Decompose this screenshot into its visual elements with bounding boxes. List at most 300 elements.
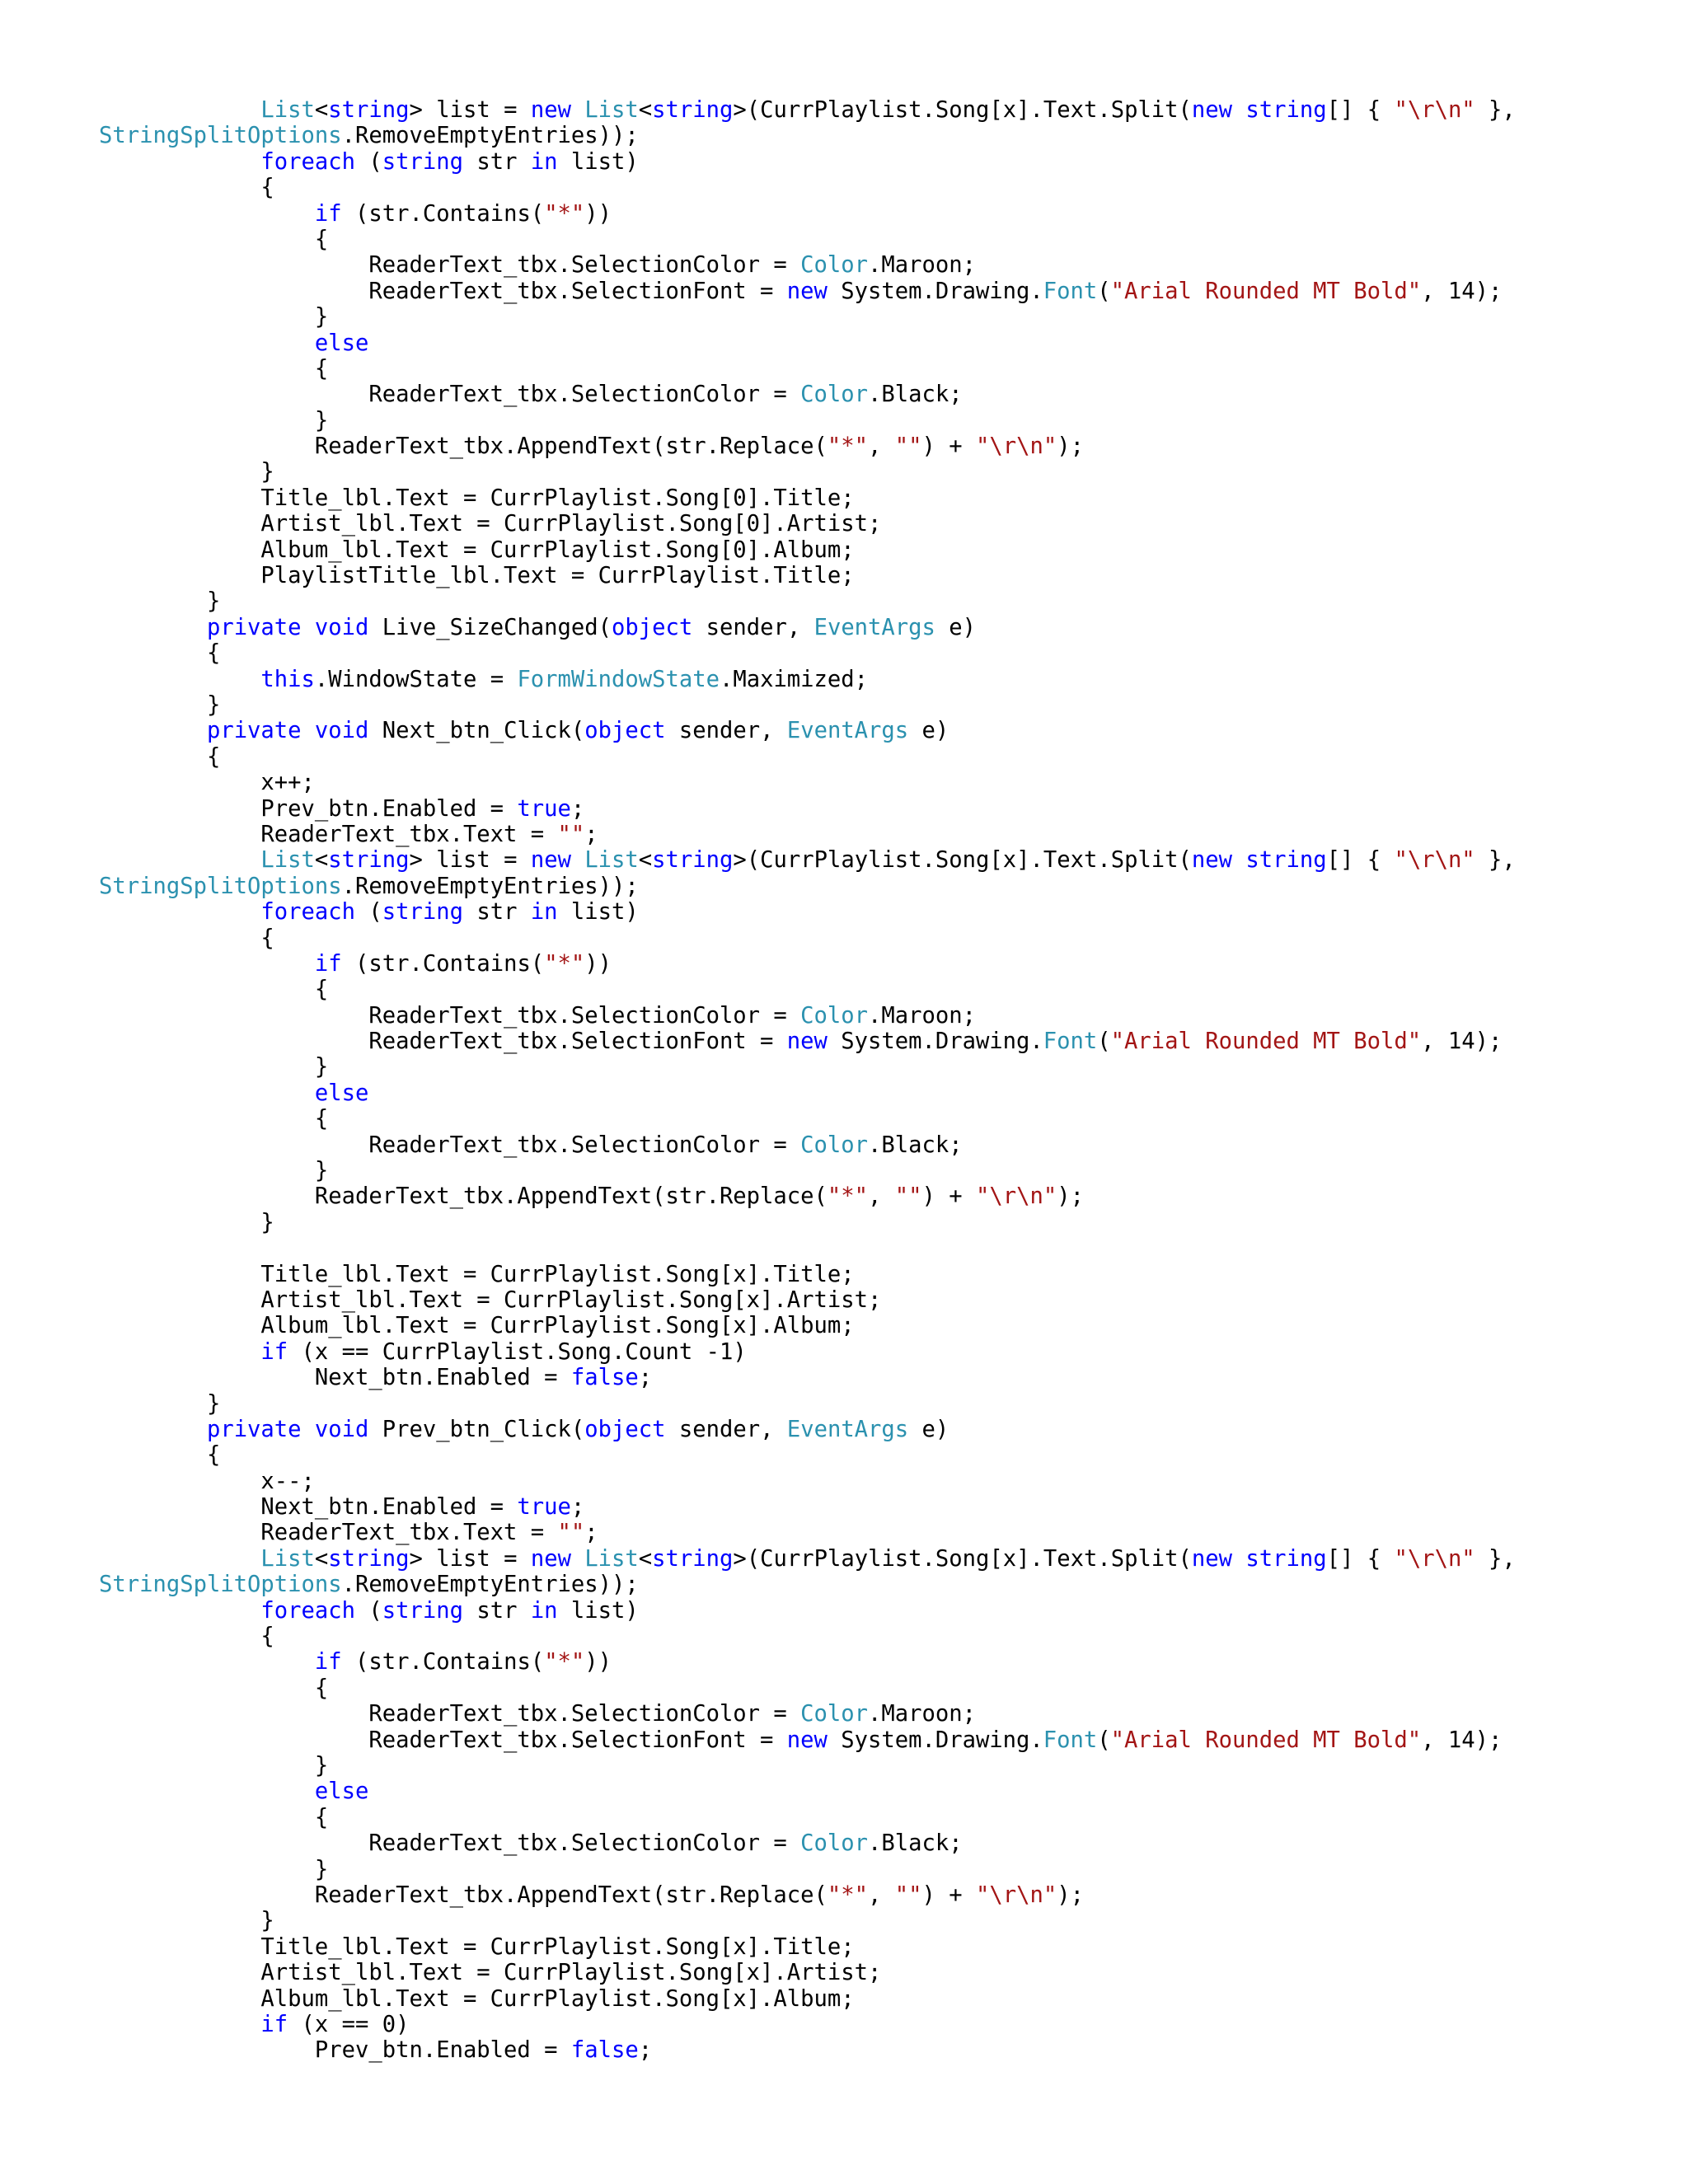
code-token: ( — [355, 899, 382, 926]
code-line — [99, 1029, 1516, 1054]
code-token: (x == 0) — [288, 2011, 410, 2037]
code-token: "*" — [544, 200, 585, 227]
code-line — [99, 899, 1516, 925]
code-token: ( — [1097, 1727, 1111, 1753]
code-token — [99, 97, 260, 123]
code-token: Font — [1043, 1727, 1098, 1753]
code-line — [99, 2037, 1516, 2063]
code-token: string — [1245, 847, 1327, 874]
code-token: .Black; — [868, 382, 963, 408]
code-token: ReaderText_tbx.SelectionColor = — [99, 1830, 801, 1857]
code-line — [99, 796, 1516, 822]
code-token: StringSplitOptions — [99, 1572, 342, 1598]
code-token: (str.Contains( — [341, 950, 545, 977]
code-line — [99, 822, 1516, 847]
code-token: EventArgs — [786, 1416, 909, 1442]
code-token: .Maximized; — [719, 666, 869, 692]
code-token: foreach — [260, 1597, 355, 1624]
code-token — [99, 330, 315, 356]
code-token: if — [260, 1338, 288, 1365]
code-line — [99, 1598, 1516, 1624]
code-token: "\r\n" — [1394, 1545, 1475, 1572]
code-line — [99, 1546, 1516, 1572]
code-token: string — [382, 1597, 463, 1624]
code-token — [571, 1546, 584, 1572]
code-line — [99, 1132, 1516, 1158]
code-token: ( — [355, 1597, 382, 1624]
code-token: < — [314, 1545, 329, 1572]
code-token — [99, 847, 260, 873]
code-token: [] { — [1326, 1545, 1395, 1572]
code-token: }, — [1475, 97, 1516, 123]
code-line — [99, 718, 1516, 743]
code-token: StringSplitOptions — [99, 873, 342, 899]
code-token: "\r\n" — [975, 434, 1057, 460]
code-token: .Black; — [868, 1830, 963, 1857]
code-token: void — [314, 614, 369, 640]
code-token: sender, — [665, 718, 787, 744]
code-token: string — [382, 899, 463, 926]
code-token: ReaderText_tbx.AppendText(str.Replace( — [99, 434, 828, 460]
code-token: list) — [557, 899, 639, 926]
code-token: string — [328, 847, 410, 874]
code-token: new — [530, 1545, 571, 1572]
code-line — [99, 1779, 1516, 1804]
code-token: > list = — [409, 847, 531, 874]
code-token: [] { — [1326, 847, 1395, 874]
code-token — [99, 1779, 315, 1804]
code-token — [99, 1598, 260, 1624]
code-token: x++; — [99, 770, 315, 796]
code-token: { — [99, 640, 221, 667]
code-token: if — [314, 200, 342, 227]
code-token: ; — [570, 795, 585, 822]
code-token: List — [260, 1545, 315, 1572]
code-token: string — [1245, 97, 1327, 123]
code-token: in — [530, 148, 558, 175]
code-token: } — [99, 588, 221, 615]
code-token: .RemoveEmptyEntries)); — [341, 873, 639, 899]
code-token — [99, 667, 260, 692]
code-token — [99, 1546, 260, 1572]
code-token: < — [638, 847, 653, 874]
code-token: } — [99, 691, 221, 718]
code-token — [99, 1649, 315, 1675]
code-token: , 14); — [1421, 278, 1503, 304]
code-line — [99, 692, 1516, 718]
code-token — [1232, 847, 1245, 873]
code-token: )) — [584, 950, 612, 977]
code-token: , — [868, 1882, 895, 1908]
code-line — [99, 874, 1516, 899]
code-token: ) + — [921, 434, 976, 460]
code-token: ); — [1057, 434, 1084, 460]
code-line — [99, 926, 1516, 951]
code-token: new — [1191, 1545, 1233, 1572]
code-token: PlaylistTitle_lbl.Text = CurrPlaylist.Title; — [99, 563, 855, 589]
code-line — [99, 1158, 1516, 1183]
code-line — [99, 459, 1516, 485]
code-token: else — [314, 330, 369, 356]
code-listing — [99, 97, 1516, 2064]
code-token — [302, 1417, 315, 1442]
code-token: < — [314, 97, 329, 123]
code-token: "\r\n" — [1394, 97, 1475, 123]
code-token: { — [99, 355, 329, 382]
code-token — [99, 951, 315, 977]
code-token — [99, 201, 315, 227]
code-token: , — [868, 1183, 895, 1210]
code-token: .Maroon; — [868, 1701, 976, 1727]
code-line — [99, 1494, 1516, 1520]
code-token: Prev_btn.Enabled = — [99, 2037, 571, 2064]
code-token: if — [314, 950, 342, 977]
code-token: foreach — [260, 899, 355, 926]
code-token: { — [99, 1675, 329, 1701]
code-token: "*" — [544, 950, 585, 977]
code-token: Next_btn.Enabled = — [99, 1494, 518, 1521]
code-token: )) — [584, 200, 612, 227]
code-token: in — [530, 899, 558, 926]
code-token: "*" — [544, 1649, 585, 1675]
code-line — [99, 175, 1516, 200]
code-token: } — [99, 407, 329, 434]
code-token: ReaderText_tbx.Text = — [99, 1520, 558, 1546]
code-token: "" — [557, 1520, 585, 1546]
code-token: e) — [935, 614, 977, 640]
code-token: ReaderText_tbx.AppendText(str.Replace( — [99, 1183, 828, 1210]
code-token: List — [584, 1545, 639, 1572]
code-token: < — [314, 847, 329, 874]
code-token: { — [99, 226, 329, 252]
code-token: if — [260, 2011, 288, 2037]
code-token: Title_lbl.Text = CurrPlaylist.Song[0].Title; — [99, 485, 855, 511]
code-line — [99, 1313, 1516, 1338]
code-token: list) — [557, 1597, 639, 1624]
code-token: } — [99, 1390, 221, 1417]
code-token: List — [260, 97, 315, 123]
code-line — [99, 1417, 1516, 1442]
code-line — [99, 382, 1516, 407]
code-token: .Maroon; — [868, 252, 976, 279]
code-line — [99, 1442, 1516, 1468]
code-token: List — [584, 97, 639, 123]
code-token: List — [260, 847, 315, 874]
code-token: Font — [1043, 278, 1098, 304]
code-token — [99, 615, 207, 640]
code-token: } — [99, 1158, 329, 1184]
code-token: new — [786, 1727, 828, 1753]
code-token: ( — [1097, 1029, 1111, 1055]
code-token: false — [570, 2037, 639, 2064]
code-token: "Arial Rounded MT Bold" — [1110, 1727, 1422, 1753]
code-token: object — [584, 1416, 666, 1442]
code-token: >(CurrPlaylist.Song[x].Text.Split( — [733, 847, 1192, 874]
code-line — [99, 1520, 1516, 1545]
code-line — [99, 1339, 1516, 1365]
code-line — [99, 615, 1516, 640]
code-token: Color — [800, 382, 868, 408]
code-token: ; — [584, 821, 598, 847]
code-token: "\r\n" — [975, 1882, 1057, 1908]
code-token: e) — [908, 1416, 950, 1442]
code-line — [99, 1986, 1516, 2012]
code-token: { — [99, 175, 274, 201]
code-token — [99, 899, 260, 925]
code-token: sender, — [692, 614, 814, 640]
code-line — [99, 1727, 1516, 1753]
code-token: true — [517, 795, 571, 822]
code-token: { — [99, 1106, 329, 1132]
code-token: Color — [800, 1132, 868, 1158]
code-token: , — [868, 434, 895, 460]
code-line — [99, 1391, 1516, 1417]
code-line — [99, 744, 1516, 770]
code-token: .RemoveEmptyEntries)); — [341, 123, 639, 149]
code-token: Next_btn.Enabled = — [99, 1365, 571, 1391]
code-token: Color — [800, 1830, 868, 1857]
code-token: (str.Contains( — [341, 1649, 545, 1675]
code-token: str — [462, 148, 531, 175]
code-token — [571, 97, 584, 123]
code-line — [99, 1830, 1516, 1856]
code-line — [99, 640, 1516, 666]
code-line — [99, 1210, 1516, 1235]
code-token: list) — [557, 148, 639, 175]
code-token: new — [1191, 97, 1233, 123]
code-token: "*" — [827, 1183, 868, 1210]
code-token: this — [260, 666, 315, 692]
code-token — [1232, 97, 1245, 123]
code-token: , 14); — [1421, 1029, 1503, 1055]
code-token: ; — [584, 1520, 598, 1546]
code-token: in — [530, 1597, 558, 1624]
code-line — [99, 537, 1516, 563]
code-token: >(CurrPlaylist.Song[x].Text.Split( — [733, 1545, 1192, 1572]
code-token: void — [314, 1416, 369, 1442]
code-token: } — [99, 1209, 274, 1235]
code-token: "*" — [827, 434, 868, 460]
code-token: .WindowState = — [314, 666, 518, 692]
code-token: string — [652, 97, 734, 123]
code-line — [99, 951, 1516, 977]
code-token — [99, 2012, 260, 2037]
code-token — [99, 1339, 260, 1365]
code-token: new — [786, 1029, 828, 1055]
code-token — [99, 149, 260, 175]
code-token: ReaderText_tbx.SelectionColor = — [99, 252, 801, 279]
code-line — [99, 977, 1516, 1002]
code-line — [99, 511, 1516, 537]
code-token: string — [328, 97, 410, 123]
code-token: Title_lbl.Text = CurrPlaylist.Song[x].Title; — [99, 1933, 855, 1960]
code-line — [99, 201, 1516, 227]
code-token: new — [530, 847, 571, 874]
code-token: str — [462, 1597, 531, 1624]
code-token: } — [99, 304, 329, 330]
code-token: ReaderText_tbx.Text = — [99, 821, 558, 847]
code-token: object — [612, 614, 693, 640]
code-line — [99, 667, 1516, 692]
code-line — [99, 1960, 1516, 1985]
code-line — [99, 149, 1516, 175]
code-line — [99, 1054, 1516, 1080]
code-line — [99, 1365, 1516, 1390]
code-token: new — [530, 97, 571, 123]
code-token: StringSplitOptions — [99, 123, 342, 149]
code-token: Color — [800, 252, 868, 279]
code-token: e) — [908, 718, 950, 744]
code-token: System.Drawing. — [827, 278, 1043, 304]
code-token: ReaderText_tbx.AppendText(str.Replace( — [99, 1882, 828, 1908]
code-token: string — [328, 1545, 410, 1572]
code-token: "\r\n" — [1394, 847, 1475, 874]
code-token: Title_lbl.Text = CurrPlaylist.Song[x].Title; — [99, 1261, 855, 1287]
code-token: >(CurrPlaylist.Song[x].Text.Split( — [733, 97, 1192, 123]
code-token: ReaderText_tbx.SelectionColor = — [99, 382, 801, 408]
code-token: x--; — [99, 1468, 315, 1494]
code-token: } — [99, 1054, 329, 1080]
code-token: Artist_lbl.Text = CurrPlaylist.Song[x].Artist; — [99, 1286, 882, 1313]
code-line — [99, 304, 1516, 330]
code-line — [99, 408, 1516, 434]
code-token: "*" — [827, 1882, 868, 1908]
code-token — [99, 1080, 315, 1106]
code-token: "Arial Rounded MT Bold" — [1110, 1029, 1422, 1055]
code-line — [99, 1106, 1516, 1132]
code-line — [99, 434, 1516, 459]
code-line — [99, 1753, 1516, 1779]
code-token: ); — [1057, 1183, 1084, 1210]
code-token: { — [99, 977, 329, 1003]
code-token: { — [99, 925, 274, 951]
code-token: "\r\n" — [975, 1183, 1057, 1210]
code-token: Next_btn_Click( — [368, 718, 585, 744]
code-token: ( — [355, 148, 382, 175]
code-token: (str.Contains( — [341, 200, 545, 227]
code-token: (x == CurrPlaylist.Song.Count -1) — [288, 1338, 747, 1365]
code-line — [99, 227, 1516, 252]
code-token: new — [1191, 847, 1233, 874]
code-token: > list = — [409, 1545, 531, 1572]
code-token: ReaderText_tbx.SelectionColor = — [99, 1701, 801, 1727]
code-token: str — [462, 899, 531, 926]
code-token: Album_lbl.Text = CurrPlaylist.Song[x].Album; — [99, 1985, 855, 2012]
code-token: else — [314, 1080, 369, 1106]
code-token: Prev_btn.Enabled = — [99, 795, 518, 822]
code-token: ); — [1057, 1882, 1084, 1908]
code-token: ) + — [921, 1882, 976, 1908]
code-line — [99, 97, 1516, 123]
code-line — [99, 1675, 1516, 1701]
code-token: ( — [1097, 278, 1111, 304]
code-token: List — [584, 847, 639, 874]
code-token: new — [786, 278, 828, 304]
code-token — [571, 847, 584, 873]
code-token — [302, 718, 315, 743]
code-token: true — [517, 1494, 571, 1521]
code-line — [99, 1469, 1516, 1494]
code-token: EventArgs — [814, 614, 935, 640]
code-token: Font — [1043, 1029, 1098, 1055]
code-token: .Maroon; — [868, 1002, 976, 1029]
code-line — [99, 1701, 1516, 1727]
code-token: private — [206, 1416, 302, 1442]
code-line — [99, 1649, 1516, 1675]
code-line — [99, 1624, 1516, 1649]
code-line — [99, 485, 1516, 511]
code-line — [99, 1183, 1516, 1209]
code-token: } — [99, 459, 274, 485]
code-token: Prev_btn_Click( — [368, 1416, 585, 1442]
code-token: else — [314, 1779, 369, 1805]
code-token: Album_lbl.Text = CurrPlaylist.Song[0].Album; — [99, 537, 855, 563]
code-line — [99, 1934, 1516, 1960]
code-token: EventArgs — [786, 718, 909, 744]
code-token: string — [1245, 1545, 1327, 1572]
code-token: System.Drawing. — [827, 1029, 1043, 1055]
code-token: ; — [570, 1494, 585, 1521]
code-token: ReaderText_tbx.SelectionColor = — [99, 1132, 801, 1158]
code-line — [99, 1080, 1516, 1106]
code-token: [] { — [1326, 97, 1395, 123]
code-token: string — [652, 1545, 734, 1572]
code-token: { — [99, 1442, 221, 1469]
code-token: .Black; — [868, 1132, 963, 1158]
code-line — [99, 1235, 1516, 1261]
code-token: Live_SizeChanged( — [368, 614, 612, 640]
code-token: ; — [638, 1365, 653, 1391]
code-line — [99, 279, 1516, 304]
code-token: System.Drawing. — [827, 1727, 1043, 1753]
code-line — [99, 252, 1516, 278]
code-line — [99, 356, 1516, 382]
code-token: )) — [584, 1649, 612, 1675]
code-line — [99, 1857, 1516, 1882]
code-token: } — [99, 1908, 274, 1934]
code-line — [99, 588, 1516, 614]
code-token: false — [570, 1365, 639, 1391]
code-token: "" — [894, 434, 922, 460]
code-token: "" — [557, 821, 585, 847]
code-token: < — [638, 97, 653, 123]
code-token: }, — [1475, 1545, 1516, 1572]
code-token — [99, 1417, 207, 1442]
code-token: if — [314, 1649, 342, 1675]
code-token: , 14); — [1421, 1727, 1503, 1753]
code-token: "" — [894, 1183, 922, 1210]
code-line — [99, 330, 1516, 356]
code-token: { — [99, 1624, 274, 1650]
code-token: FormWindowState — [517, 666, 720, 692]
code-token: } — [99, 1856, 329, 1882]
code-token: { — [99, 1804, 329, 1830]
code-token: ; — [638, 2037, 653, 2064]
code-token: .RemoveEmptyEntries)); — [341, 1572, 639, 1598]
code-line — [99, 1287, 1516, 1313]
code-token: { — [99, 743, 221, 770]
code-line — [99, 1805, 1516, 1830]
code-token: Artist_lbl.Text = CurrPlaylist.Song[0].Artist; — [99, 511, 882, 537]
code-token: "Arial Rounded MT Bold" — [1110, 278, 1422, 304]
code-token: private — [206, 718, 302, 744]
code-token: ReaderText_tbx.SelectionFont = — [99, 278, 787, 304]
code-line — [99, 1882, 1516, 1908]
code-line — [99, 847, 1516, 873]
code-token: } — [99, 1753, 329, 1779]
code-token — [302, 615, 315, 640]
code-token: Album_lbl.Text = CurrPlaylist.Song[x].Album; — [99, 1313, 855, 1339]
